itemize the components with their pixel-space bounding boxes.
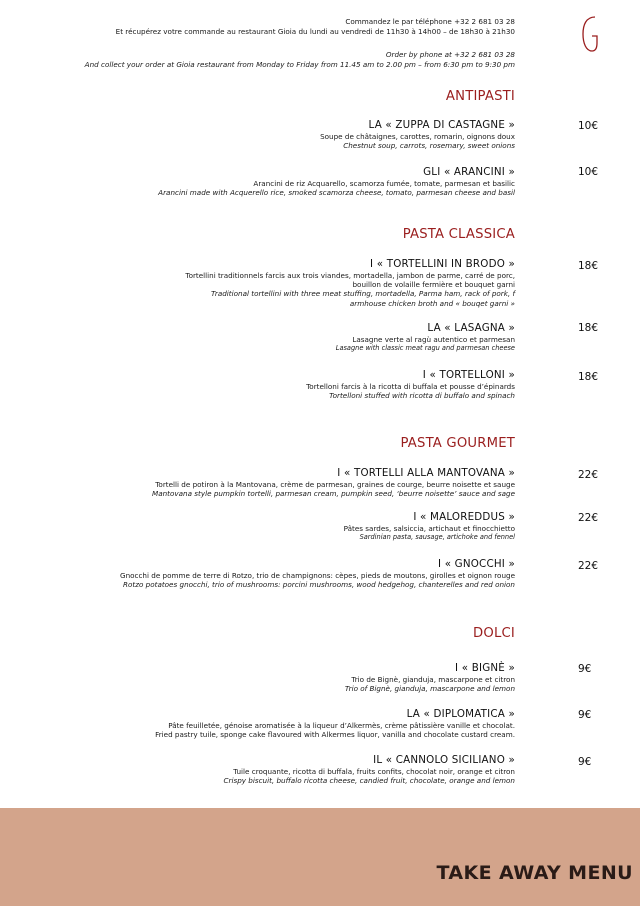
dish-price: 22€ — [578, 560, 599, 572]
dish-price: 22€ — [578, 469, 599, 481]
footer-title: TAKE AWAY MENU — [436, 862, 633, 884]
dish-name: LA « LASAGNA » — [427, 322, 515, 334]
dish-name: I « BIGNÈ » — [455, 662, 515, 674]
dish-description-en: Mantovana style pumpkin tortelli, parmesan cream, pumpkin seed, ‘beurre noisette’ sauce and sage — [152, 489, 515, 499]
dish-name: I « TORTELLINI IN BRODO » — [370, 258, 515, 270]
dish-name: I « GNOCCHI » — [437, 558, 515, 570]
order-info-line: Et récupérez votre commande au restaurant Gioia du lundi au vendredi de 11h30 à 14h00 – de 18h30 à 21h30 — [115, 26, 515, 36]
dish-diplomatica — [155, 708, 515, 739]
dish-name: I « TORTELLI ALLA MANTOVANA » — [337, 467, 515, 479]
dish-description-fr: Soupe de châtaignes, carottes, romarin, oignons doux — [320, 132, 515, 141]
dish-description-fr: Pâte feuilletée, génoise aromatisée à la liqueur d’Alkermès, crème pâtissière vanille et chocolat. — [168, 721, 515, 730]
dish-price: 22€ — [578, 512, 599, 524]
order-info-line: Order by phone at +32 2 681 03 28 — [385, 50, 515, 59]
dish-price: 18€ — [578, 260, 599, 272]
dish-arancini — [158, 166, 515, 197]
dish-name: GLI « ARANCINI » — [423, 166, 515, 178]
dish-name: IL « CANNOLO SICILIANO » — [373, 754, 515, 766]
dish-tortelli-alla-mantovana — [152, 467, 515, 498]
dish-description-fr: Tortelloni farcis à la ricotta di buffala et pousse d’épinards — [306, 382, 515, 391]
order-info-line: And collect your order at Gioia restaurant from Monday to Friday from 11.45 am to 2.00 pm – from 6:30 pm to 9:30 pm — [84, 59, 515, 69]
dish-description-en: Chestnut soup, carrots, rosemary, sweet onions — [343, 141, 515, 151]
dish-price: 18€ — [578, 371, 599, 383]
dish-description-fr: Trio de Bignè, gianduja, mascarpone et citron — [351, 675, 515, 684]
dish-description-fr: Tortellini traditionnels farcis aux trois viandes, mortadella, jambon de parme, carré de porc, — [185, 271, 515, 280]
dish-description-fr: bouillon de volaille fermière et bouquet garni — [352, 280, 515, 290]
dish-name: LA « DIPLOMATICA » — [406, 708, 515, 720]
dish-price: 9€ — [578, 663, 592, 675]
dish-description-fr: Lasagne verte al ragù autentico et parmesan — [352, 335, 515, 344]
section-title-dolci: DOLCI — [473, 626, 515, 641]
dish-description-fr: Gnocchi de pomme de terre di Rotzo, trio de champignons: cèpes, pieds de moutons, girolles et oignon rouge — [120, 571, 515, 580]
dish-description-en: Arancini made with Acquerello rice, smoked scamorza cheese, tomato, parmesan cheese and basil — [158, 188, 515, 198]
dish-price: 9€ — [578, 709, 592, 721]
dish-lasagna — [336, 322, 515, 353]
dish-tortelloni — [306, 369, 515, 400]
dish-description-fr: Fried pastry tuile, sponge cake flavoured with Alkermes liquor, vanilla and chocolate custard cream. — [155, 730, 515, 740]
dish-price: 10€ — [578, 120, 599, 132]
dish-gnocchi — [120, 558, 515, 589]
dish-description-en: Crispy biscuit, buffalo ricotta cheese, candied fruit, chocolate, orange and lemon — [223, 776, 515, 786]
section-title-antipasti: ANTIPASTI — [445, 89, 515, 104]
dish-bigne — [345, 662, 515, 693]
dish-description-en: Traditional tortellini with three meat stuffing, mortadella, Parma ham, rack of pork, f — [211, 289, 515, 299]
section-title-pasta-gourmet: PASTA GOURMET — [400, 436, 515, 451]
section-title-pasta-classica: PASTA CLASSICA — [402, 227, 515, 242]
dish-price: 10€ — [578, 166, 599, 178]
dish-description-fr: Arancini de riz Acquarello, scamorza fumée, tomate, parmesan et basilic — [253, 179, 515, 188]
dish-zuppa-di-castagne — [320, 119, 515, 150]
dish-malloreddus — [344, 511, 515, 542]
dish-description-en: Lasagne with classic meat ragu and parmesan cheese — [335, 344, 515, 353]
order-info-english — [85, 50, 515, 69]
dish-description-fr: Tortelli de potiron à la Mantovana, crème de parmesan, graines de courge, beurre noisette et sauge — [155, 480, 515, 489]
gioia-logo-icon — [578, 14, 602, 54]
dish-description-en: Tortelloni stuffed with ricotta di buffalo and spinach — [329, 391, 515, 401]
dish-description-fr: Pâtes sardes, salsiccia, artichaut et finocchietto — [343, 524, 515, 533]
dish-cannolo-siciliano — [223, 754, 515, 785]
footer-band — [0, 808, 640, 906]
dish-price: 9€ — [578, 756, 592, 768]
dish-name: LA « ZUPPA DI CASTAGNE » — [368, 119, 515, 131]
dish-description-fr: Tuile croquante, ricotta di buffala, fruits confits, chocolat noir, orange et citron — [233, 767, 515, 776]
dish-price: 18€ — [578, 322, 599, 334]
order-info-french — [116, 17, 515, 36]
order-info-line: Commandez le par téléphone +32 2 681 03 28 — [345, 17, 515, 26]
dish-name: I « TORTELLONI » — [422, 369, 515, 381]
dish-tortellini-in-brodo — [185, 258, 515, 308]
dish-description-en: Trio of Bignè, gianduja, mascarpone and lemon — [344, 684, 515, 694]
dish-description-en: armhouse chicken broth and « bouqet garni » — [349, 298, 515, 308]
dish-name: I « MALOREDDUS » — [413, 511, 515, 523]
dish-description-en: Sardinian pasta, sausage, artichoke and fennel — [359, 533, 515, 542]
dish-description-en: Rotzo potatoes gnocchi, trio of mushrooms: porcini mushrooms, wood hedgehog, chanterelles and red onion — [123, 580, 515, 590]
